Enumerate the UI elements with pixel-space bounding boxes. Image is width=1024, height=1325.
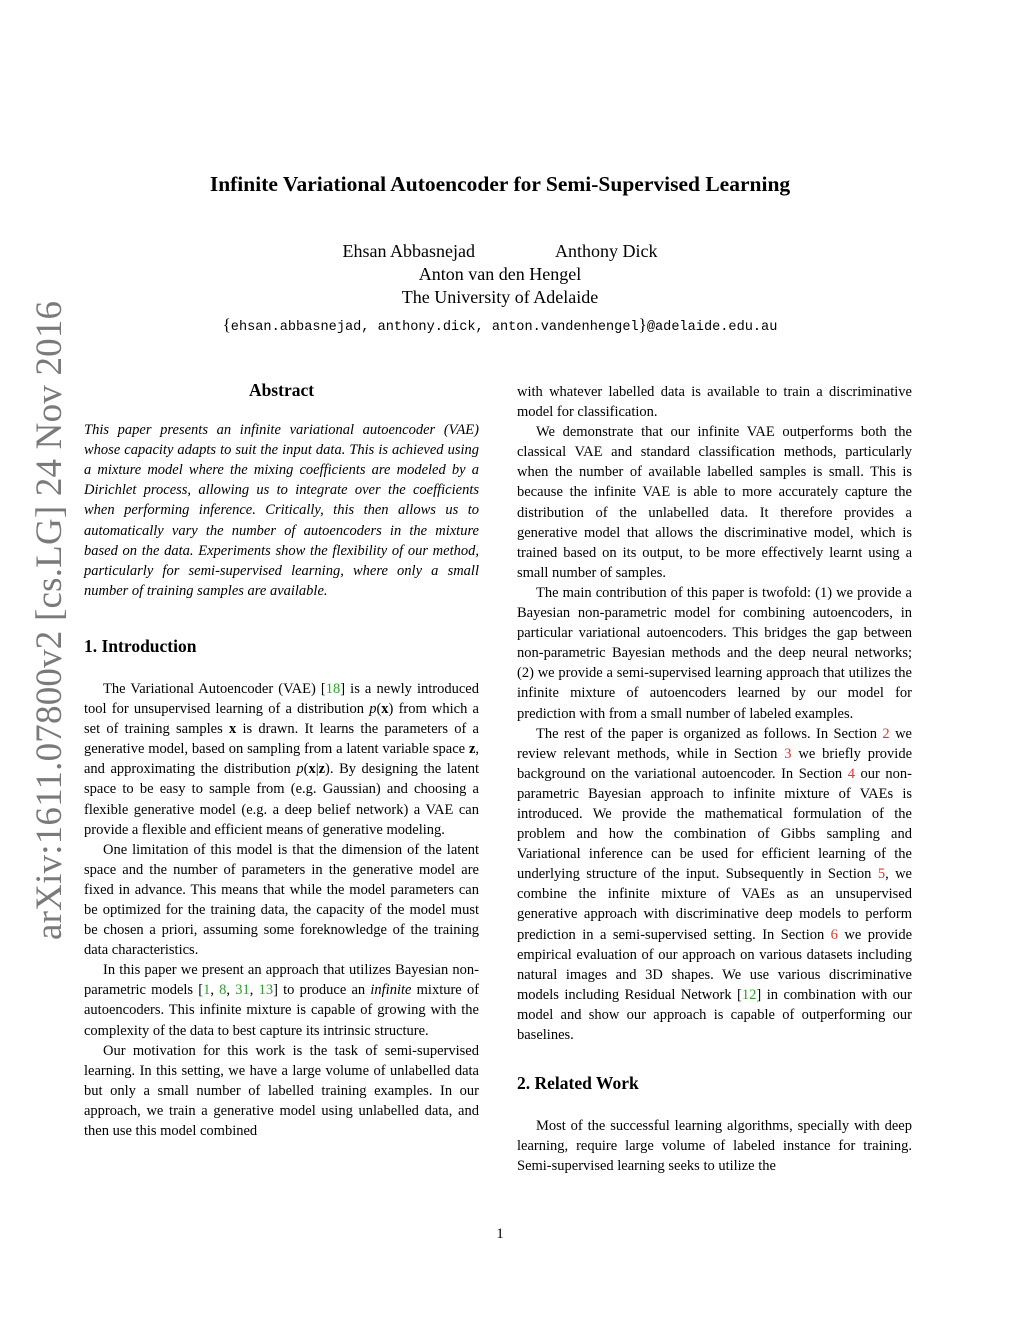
email-names: ehsan.abbasnejad, anthony.dick, anton.vandenhengel: [230, 320, 639, 335]
emphasis: infinite: [370, 982, 412, 999]
section-link[interactable]: 4: [847, 765, 855, 782]
intro-paragraph-5: We demonstrate that our infinite VAE outperforms both the classical VAE and standard classification methods, particularly when the number of available labelled samples is small. This is because the infinite VAE is able to more accurately capture the distribution of the unlabelled data. It therefore provides a generative model that allows the discriminative model, which is trained based on its output, to be more effectively learnt using a small number of samples.: [517, 424, 912, 581]
intro-paragraph-6: The main contribution of this paper is twofold: (1) we provide a Bayesian non-parametric model for combining autoencoders, in particular variational autoencoders. This bridges the gap between non-parametric Bayesian methods and the deep neural networks; (2) we provide a semi-supervised learning approach that utilizes the infinite mixture of autoencoders learned by our model for prediction with from a small number of labeled examples.: [517, 584, 912, 722]
author-3: Anton van den Hengel: [418, 264, 582, 284]
section-link[interactable]: 3: [784, 745, 792, 762]
text-run: from which a set of training samples: [84, 701, 479, 738]
email-domain: @adelaide.edu.au: [646, 320, 778, 335]
math-x: x: [308, 761, 316, 778]
text-run: The rest of the paper is organized as follows. In Section: [536, 725, 883, 742]
math-paren: ): [325, 761, 330, 778]
text-run: is drawn. It learns the parameters of a generative model, based on sampling from a latent variable space: [84, 721, 479, 758]
math-bar: |: [315, 761, 319, 778]
text-run: we provide empirical evaluation of our approach on various datasets including natural images and 3D shapes. We use various discriminative models including Residual Network [: [517, 926, 913, 1003]
arxiv-stamp: arXiv:1611.07800v2 [cs.LG] 24 Nov 2016: [29, 300, 70, 940]
text-run: . By designing the latent space to be easy to sample from (e.g. Gaussian) and choosing a flexible generative model (e.g. a deep belief network) a VAE can provide a flexible and efficient means of generative modeling.: [84, 761, 479, 838]
math-paren: (: [303, 761, 309, 778]
section-link[interactable]: 6: [830, 926, 838, 943]
math-z: z: [318, 761, 326, 778]
section-heading-related-work: 2. Related Work: [517, 1073, 639, 1094]
author-row: [0, 240, 1000, 263]
text-run: ] is a newly introduced tool for unsupervised learning of a distribution: [84, 680, 479, 718]
text-run: In this paper we present an approach that utilizes Bayesian non-parametric models [: [84, 962, 479, 999]
math-x: x: [381, 701, 389, 718]
citation-link[interactable]: 1: [203, 982, 211, 999]
text-run: our non-parametric Bayesian approach to infinite mixture of VAEs is introduced. We provide the mathematical formulation of the problem and how the combination of Gibbs sampling and Variational inference can be used for efficient learning of the underlying structure of the input. Subsequently in Section: [517, 765, 912, 883]
citation-link[interactable]: 12: [741, 986, 757, 1003]
intro-paragraph-2: One limitation of this model is that the dimension of the latent space and the number of parameters in the generative model are fixed in advance. This means that while the model parameters can be optimized for the training data, the capacity of the model must be chosen a priori, assuming some foreknowledge of the training data characteristics.: [84, 841, 479, 959]
math-x: x: [228, 721, 237, 738]
left-column: [84, 380, 479, 1141]
math-paren: ): [388, 701, 394, 718]
math-z: z: [468, 741, 476, 758]
math-p: p: [296, 761, 304, 778]
text-run: ] to produce an: [273, 982, 371, 999]
affiliation: The University of Adelaide: [401, 287, 599, 307]
text-run: we review relevant methods, while in Section: [517, 725, 912, 762]
citation-link[interactable]: 8: [219, 982, 227, 999]
text-run: , we combine the infinite mixture of VAEs as an unsupervised generative approach with discriminative deep models to perform prediction in a semi-supervised setting. In Section: [517, 866, 912, 943]
section-link[interactable]: 5: [877, 866, 886, 883]
author-1: Ehsan Abbasnejad: [342, 241, 475, 261]
text-run: ,: [210, 982, 220, 999]
email-brace-close: }: [638, 315, 647, 334]
citation-link[interactable]: 18: [325, 680, 341, 697]
paper-title: Infinite Variational Autoencoder for Semi-Supervised Learning: [209, 172, 791, 196]
text-run: we briefly provide background on the variational autoencoder. In Section: [517, 745, 913, 782]
email-brace-open: {: [222, 315, 231, 334]
page-number: 1: [496, 1226, 504, 1242]
math-p: p: [369, 701, 377, 718]
citation-link[interactable]: 31: [235, 982, 250, 999]
section-link[interactable]: 2: [882, 725, 890, 742]
text-run: mixture of autoencoders. This infinite mixture is capable of growing with the complexity of the data to best capture its intrinsic structure.: [84, 982, 480, 1039]
section-heading-introduction: 1. Introduction: [84, 635, 197, 656]
author-block: [0, 240, 1000, 309]
right-column: [517, 382, 912, 1176]
author-emails: [0, 315, 1000, 335]
text-run: The Variational Autoencoder (VAE) [: [103, 680, 326, 697]
intro-paragraph-3: [84, 960, 479, 1040]
text-run: , and approximating the distribution: [84, 741, 479, 778]
math-paren: (: [376, 701, 382, 718]
text-run: ,: [226, 982, 236, 999]
intro-paragraph-1: [84, 679, 479, 840]
abstract-heading: Abstract: [248, 380, 315, 400]
text-run: ] in combination with our model and show our approach is capable of outperforming our baselines.: [517, 986, 913, 1043]
related-paragraph-1: Most of the successful learning algorithms, specially with deep learning, require large volume of labeled instance for training. Semi-supervised learning seeks to utilize the: [517, 1118, 912, 1175]
intro-paragraph-4: Our motivation for this work is the task of semi-supervised learning. In this setting, we have a large volume of unlabelled data but only a small number of labelled training examples. In our approach, we train a generative model using unlabelled data, and then use this model combined: [84, 1042, 479, 1139]
abstract-text: This paper presents an infinite variational autoencoder (VAE) whose capacity adapts to suit the input data. This is achieved using a mixture model where the mixing coefficients are modeled by a Dirichlet process, allowing us to integrate over the coefficients when performing inference. Critically, this then allows us to automatically vary the number of autoencoders in the mixture based on the data. Experiments show the flexibility of our method, particularly for semi-supervised learning, where only a small number of training samples are available.: [84, 422, 479, 599]
intro-paragraph-7: [517, 724, 912, 1046]
intro-paragraph-4-continued: with whatever labelled data is available to train a discriminative model for classification.: [517, 384, 912, 421]
citation-link[interactable]: 13: [258, 982, 274, 999]
author-2: Anthony Dick: [554, 241, 658, 261]
text-run: ,: [249, 982, 259, 999]
